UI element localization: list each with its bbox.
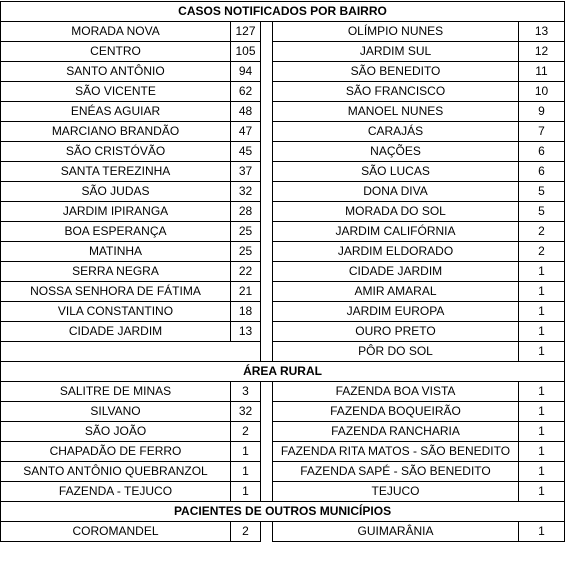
table-row bbox=[1, 182, 565, 202]
column-divider bbox=[261, 62, 273, 82]
table-row bbox=[1, 342, 565, 362]
case-count: 18 bbox=[231, 302, 261, 322]
place-name: CARAJÁS bbox=[273, 122, 519, 142]
case-count: 1 bbox=[519, 442, 565, 462]
place-name: JARDIM CALIFÓRNIA bbox=[273, 222, 519, 242]
column-divider bbox=[261, 382, 273, 402]
case-count: 12 bbox=[519, 42, 565, 62]
place-name: GUIMARÂNIA bbox=[273, 522, 519, 542]
table-row bbox=[1, 122, 565, 142]
place-name: CIDADE JARDIM bbox=[273, 262, 519, 282]
case-count: 2 bbox=[519, 222, 565, 242]
place-name: JARDIM EUROPA bbox=[273, 302, 519, 322]
place-name: JARDIM IPIRANGA bbox=[1, 202, 231, 222]
place-name: JARDIM SUL bbox=[273, 42, 519, 62]
case-count: 1 bbox=[519, 262, 565, 282]
column-divider bbox=[261, 82, 273, 102]
place-name: SERRA NEGRA bbox=[1, 262, 231, 282]
rural-section-title: ÁREA RURAL bbox=[1, 362, 565, 382]
column-divider bbox=[261, 322, 273, 342]
place-name: SÃO BENEDITO bbox=[273, 62, 519, 82]
place-name: SALITRE DE MINAS bbox=[1, 382, 231, 402]
place-name: CENTRO bbox=[1, 42, 231, 62]
place-name: CIDADE JARDIM bbox=[1, 322, 231, 342]
case-count: 1 bbox=[519, 302, 565, 322]
column-divider bbox=[261, 202, 273, 222]
case-count: 5 bbox=[519, 182, 565, 202]
table-row bbox=[1, 202, 565, 222]
table-row bbox=[1, 262, 565, 282]
place-name: SÃO VICENTE bbox=[1, 82, 231, 102]
column-divider bbox=[261, 482, 273, 502]
place-name: FAZENDA RITA MATOS - SÃO BENEDITO bbox=[273, 442, 519, 462]
place-name: MORADA NOVA bbox=[1, 22, 231, 42]
place-name: ENÉAS AGUIAR bbox=[1, 102, 231, 122]
place-name: SÃO JUDAS bbox=[1, 182, 231, 202]
place-name: FAZENDA BOQUEIRÃO bbox=[273, 402, 519, 422]
place-name: MATINHA bbox=[1, 242, 231, 262]
column-divider bbox=[261, 522, 273, 542]
place-name: VILA CONSTANTINO bbox=[1, 302, 231, 322]
case-count: 25 bbox=[231, 242, 261, 262]
place-name: FAZENDA SAPÉ - SÃO BENEDITO bbox=[273, 462, 519, 482]
table-row bbox=[1, 322, 565, 342]
column-divider bbox=[261, 142, 273, 162]
column-divider bbox=[261, 462, 273, 482]
case-count: 6 bbox=[519, 162, 565, 182]
case-count: 11 bbox=[519, 62, 565, 82]
case-count: 9 bbox=[519, 102, 565, 122]
table-row bbox=[1, 442, 565, 462]
bairros-section-header bbox=[1, 2, 565, 22]
outros-section-header bbox=[1, 502, 565, 522]
column-divider bbox=[261, 102, 273, 122]
case-count: 1 bbox=[519, 322, 565, 342]
outros-section-title: PACIENTES DE OUTROS MUNICÍPIOS bbox=[1, 502, 565, 522]
case-count: 2 bbox=[231, 422, 261, 442]
case-count: 1 bbox=[231, 442, 261, 462]
column-divider bbox=[261, 42, 273, 62]
table-row bbox=[1, 302, 565, 322]
table-row bbox=[1, 382, 565, 402]
place-name: SANTO ANTÔNIO QUEBRANZOL bbox=[1, 462, 231, 482]
column-divider bbox=[261, 122, 273, 142]
place-name: CHAPADÃO DE FERRO bbox=[1, 442, 231, 462]
column-divider bbox=[261, 342, 273, 362]
case-count: 1 bbox=[519, 462, 565, 482]
column-divider bbox=[261, 242, 273, 262]
place-name: PÔR DO SOL bbox=[273, 342, 519, 362]
table-row bbox=[1, 162, 565, 182]
column-divider bbox=[261, 262, 273, 282]
place-name: FAZENDA BOA VISTA bbox=[273, 382, 519, 402]
case-count: 32 bbox=[231, 402, 261, 422]
case-count: 13 bbox=[519, 22, 565, 42]
case-count: 25 bbox=[231, 222, 261, 242]
place-name: JARDIM ELDORADO bbox=[273, 242, 519, 262]
case-count: 3 bbox=[231, 382, 261, 402]
case-count: 13 bbox=[231, 322, 261, 342]
case-count: 1 bbox=[519, 522, 565, 542]
place-name: NAÇÕES bbox=[273, 142, 519, 162]
table-row bbox=[1, 62, 565, 82]
place-name: SILVANO bbox=[1, 402, 231, 422]
column-divider bbox=[261, 22, 273, 42]
case-count: 47 bbox=[231, 122, 261, 142]
column-divider bbox=[261, 442, 273, 462]
case-count: 2 bbox=[231, 522, 261, 542]
case-count: 32 bbox=[231, 182, 261, 202]
case-count: 127 bbox=[231, 22, 261, 42]
place-name: SÃO LUCAS bbox=[273, 162, 519, 182]
place-name: FAZENDA RANCHARIA bbox=[273, 422, 519, 442]
column-divider bbox=[261, 182, 273, 202]
case-count: 1 bbox=[519, 402, 565, 422]
case-count: 6 bbox=[519, 142, 565, 162]
table-row bbox=[1, 82, 565, 102]
table-row bbox=[1, 42, 565, 62]
case-count: 1 bbox=[519, 482, 565, 502]
case-count: 2 bbox=[519, 242, 565, 262]
case-count: 10 bbox=[519, 82, 565, 102]
table-row bbox=[1, 22, 565, 42]
table-row bbox=[1, 222, 565, 242]
column-divider bbox=[261, 222, 273, 242]
case-count: 7 bbox=[519, 122, 565, 142]
table-row bbox=[1, 242, 565, 262]
table-row bbox=[1, 522, 565, 542]
place-name: COROMANDEL bbox=[1, 522, 231, 542]
case-count: 1 bbox=[231, 482, 261, 502]
place-name: BOA ESPERANÇA bbox=[1, 222, 231, 242]
column-divider bbox=[261, 162, 273, 182]
case-count: 1 bbox=[519, 342, 565, 362]
column-divider bbox=[261, 402, 273, 422]
table-row bbox=[1, 402, 565, 422]
table-row bbox=[1, 142, 565, 162]
place-name: DONA DIVA bbox=[273, 182, 519, 202]
rural-section-header bbox=[1, 362, 565, 382]
column-divider bbox=[261, 302, 273, 322]
table-row bbox=[1, 282, 565, 302]
case-count: 37 bbox=[231, 162, 261, 182]
place-name: OURO PRETO bbox=[273, 322, 519, 342]
case-count: 22 bbox=[231, 262, 261, 282]
table-row bbox=[1, 422, 565, 442]
place-name: NOSSA SENHORA DE FÁTIMA bbox=[1, 282, 231, 302]
place-name: MANOEL NUNES bbox=[273, 102, 519, 122]
cases-table bbox=[0, 1, 565, 542]
case-count: 5 bbox=[519, 202, 565, 222]
place-name: SANTA TEREZINHA bbox=[1, 162, 231, 182]
table-row bbox=[1, 482, 565, 502]
table-row bbox=[1, 462, 565, 482]
place-name: MARCIANO BRANDÃO bbox=[1, 122, 231, 142]
case-count: 1 bbox=[519, 422, 565, 442]
place-name: OLÍMPIO NUNES bbox=[273, 22, 519, 42]
place-name: MORADA DO SOL bbox=[273, 202, 519, 222]
place-name: SÃO CRISTÓVÃO bbox=[1, 142, 231, 162]
case-count: 28 bbox=[231, 202, 261, 222]
case-count: 94 bbox=[231, 62, 261, 82]
column-divider bbox=[261, 422, 273, 442]
place-name: SÃO JOÃO bbox=[1, 422, 231, 442]
case-count: 1 bbox=[519, 282, 565, 302]
place-name: FAZENDA - TEJUCO bbox=[1, 482, 231, 502]
case-count: 21 bbox=[231, 282, 261, 302]
bairros-section-title: CASOS NOTIFICADOS POR BAIRRO bbox=[1, 2, 565, 22]
empty-cell bbox=[1, 342, 261, 362]
place-name: SÃO FRANCISCO bbox=[273, 82, 519, 102]
place-name: TEJUCO bbox=[273, 482, 519, 502]
case-count: 105 bbox=[231, 42, 261, 62]
case-count: 62 bbox=[231, 82, 261, 102]
column-divider bbox=[261, 282, 273, 302]
case-count: 48 bbox=[231, 102, 261, 122]
place-name: SANTO ANTÔNIO bbox=[1, 62, 231, 82]
case-count: 1 bbox=[519, 382, 565, 402]
case-count: 45 bbox=[231, 142, 261, 162]
table-row bbox=[1, 102, 565, 122]
place-name: AMIR AMARAL bbox=[273, 282, 519, 302]
case-count: 1 bbox=[231, 462, 261, 482]
